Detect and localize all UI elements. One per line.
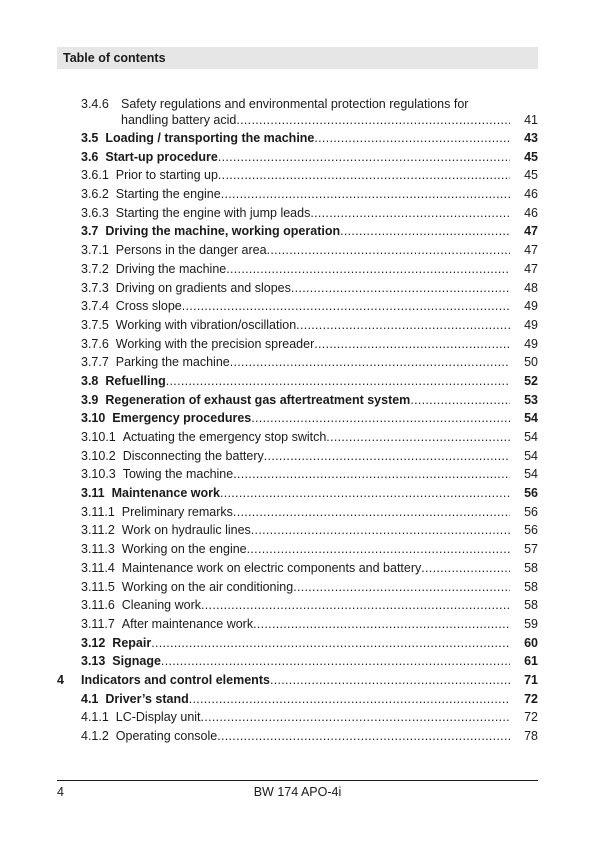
toc-entry[interactable]	[57, 690, 538, 709]
toc-entry[interactable]	[57, 671, 538, 690]
toc-entry-number: 3.10.3	[81, 467, 116, 482]
toc-entry[interactable]	[57, 652, 538, 671]
toc-entry-title	[81, 409, 510, 428]
toc-entry-title	[81, 503, 510, 522]
section-header-bar	[57, 47, 538, 69]
toc-entry-title	[81, 428, 510, 447]
toc-entry-title-text: Actuating the emergency stop switch	[122, 430, 327, 444]
toc-entry-title	[81, 447, 510, 466]
toc-entry-number: 3.10.2	[81, 448, 116, 463]
toc-chapter-title	[81, 671, 510, 690]
toc-page-number: 61	[524, 654, 538, 669]
toc-page-number: 47	[524, 243, 538, 258]
toc-entry-number: 4.1	[81, 691, 99, 706]
toc-entry-number: 3.7.7	[81, 355, 109, 370]
toc-entry-title	[81, 279, 510, 298]
toc-entry-number: 3.7.5	[81, 317, 109, 332]
toc-entry-title-text: After maintenance work	[121, 616, 254, 631]
toc-page-number: 54	[524, 430, 538, 444]
section-header-title: Table of contents	[63, 51, 166, 65]
toc-entry[interactable]	[57, 95, 538, 129]
toc-entry-number: 3.8	[81, 373, 99, 388]
toc-entry-title-text: Prior to starting up	[115, 168, 218, 183]
toc-page-number: 49	[524, 336, 538, 351]
toc-page-number: 46	[524, 205, 538, 220]
toc-entry-title	[81, 316, 510, 335]
toc-entry-title-text: Operating console	[115, 729, 218, 743]
toc-entry-number: 3.12	[81, 635, 106, 650]
toc-page-number: 56	[524, 504, 538, 519]
toc-entry-title	[81, 652, 510, 671]
toc-entry-number: 3.11.2	[81, 523, 115, 538]
toc-entry[interactable]	[57, 185, 538, 204]
toc-page-number: 72	[524, 691, 538, 706]
toc-entry[interactable]	[57, 166, 538, 185]
toc-page-number: 49	[524, 317, 538, 332]
toc-entry-number: 3.9	[81, 392, 99, 407]
toc-entry-number: 4.1.1	[81, 710, 109, 725]
toc-entry[interactable]	[57, 447, 538, 466]
toc-page-number: 48	[524, 280, 538, 295]
toc-entry-title-text: Emergency procedures	[112, 411, 252, 426]
toc-page-number: 54	[524, 467, 538, 482]
toc-entry-title: Safety regulations and environmental protection regulations for	[121, 97, 469, 111]
toc-page-number: 58	[524, 598, 538, 613]
toc-entry-title-text: Working on the air conditioning	[121, 579, 294, 594]
toc-page-number: 53	[524, 392, 538, 407]
toc-entry[interactable]	[57, 578, 538, 597]
toc-entry-number: 3.5	[81, 131, 99, 145]
toc-page-number: 46	[524, 187, 538, 202]
toc-entry-title	[81, 185, 510, 204]
toc-entry-title-text: Signage	[112, 654, 161, 669]
toc-entry-number: 3.7.2	[81, 261, 109, 276]
toc-entry-title	[81, 559, 510, 578]
toc-entry-number: 3.11.4	[81, 560, 115, 575]
toc-entry[interactable]	[57, 521, 538, 540]
toc-entry-number: 3.13	[81, 654, 106, 669]
toc-page-number: 56	[524, 523, 538, 538]
toc-page-number: 58	[524, 579, 538, 594]
toc-entry-title	[81, 708, 510, 727]
toc-entry[interactable]	[57, 708, 538, 727]
toc-entry-title	[81, 634, 510, 653]
toc-entry-title	[81, 690, 510, 709]
toc-entry-number: 3.7.4	[81, 299, 109, 314]
toc-entry-title	[81, 222, 510, 241]
toc-page-number: 47	[524, 261, 538, 276]
toc-entry-number: 3.6.1	[81, 168, 109, 183]
toc-chapter-title-text: Indicators and control elements	[81, 672, 270, 687]
toc-page-number: 71	[524, 672, 538, 687]
toc-entry-title-text: Driving the machine, working operation	[105, 224, 341, 239]
toc-entry-title-text: Towing the machine	[122, 467, 234, 482]
toc-page-number: 45	[524, 149, 538, 164]
toc-entry[interactable]	[57, 484, 538, 503]
toc-entry-title-text: Cleaning work	[121, 598, 201, 613]
toc-entry-number: 3.10	[81, 411, 106, 426]
toc-entry[interactable]	[57, 409, 538, 428]
toc-entry-title-text: Driving the machine	[115, 261, 227, 276]
toc-entry[interactable]	[57, 465, 538, 484]
toc-entry[interactable]	[57, 503, 538, 522]
toc-entry-number: 3.11.5	[81, 579, 115, 594]
toc-entry-title	[81, 241, 510, 260]
toc-page-number: 49	[524, 299, 538, 314]
toc-page-number: 41	[524, 112, 538, 127]
toc-entry[interactable]	[57, 428, 538, 447]
toc-entry-number: 3.7.1	[81, 243, 109, 258]
toc-entry[interactable]	[57, 204, 538, 223]
toc-entry[interactable]	[57, 372, 538, 391]
toc-page-number: 50	[524, 355, 538, 370]
toc-page-number: 59	[524, 616, 538, 631]
toc-entry-title	[81, 615, 510, 634]
toc-entry-number: 3.11.3	[81, 542, 115, 557]
toc-entry-title-text: Refuelling	[105, 373, 166, 388]
toc-entry[interactable]	[57, 727, 538, 746]
toc-entry-title	[81, 166, 510, 185]
toc-entry[interactable]	[57, 222, 538, 241]
toc-page-number: 45	[524, 168, 538, 183]
toc-entry-title	[81, 465, 510, 484]
toc-entry[interactable]	[57, 540, 538, 559]
toc-page-number: 72	[524, 710, 538, 725]
toc-entry[interactable]	[57, 316, 538, 335]
toc-entry[interactable]	[57, 353, 538, 372]
toc-entry-number: 3.11.7	[81, 616, 115, 631]
toc-entry-number: 4.1.2	[81, 729, 109, 743]
toc-page-number: 60	[524, 635, 538, 650]
toc-entry-title-text: Maintenance work	[111, 486, 220, 501]
toc-entry-title-text: Persons in the danger area	[115, 243, 267, 258]
toc-entry[interactable]	[57, 335, 538, 354]
toc-page-number: 52	[524, 373, 538, 388]
toc-entry-title-text: Loading / transporting the machine	[105, 131, 315, 145]
toc-entry-title-text: Driving on gradients and slopes	[115, 280, 291, 295]
toc-entry-number: 3.7.6	[81, 336, 109, 351]
toc-page-number: 78	[524, 729, 538, 743]
toc-entry-title-text: Cross slope	[115, 299, 182, 314]
toc-entry[interactable]	[57, 559, 538, 578]
table-of-contents	[57, 95, 538, 746]
toc-entry-number: 3.11	[81, 486, 105, 501]
toc-page-number: 54	[524, 411, 538, 426]
toc-entry[interactable]	[57, 241, 538, 260]
toc-entry[interactable]	[57, 260, 538, 279]
toc-entry-title	[81, 372, 510, 391]
toc-entry-title-text: LC-Display unit	[115, 710, 201, 725]
toc-entry-number: 3.7	[81, 224, 99, 239]
toc-entry-title-text: Repair	[112, 635, 152, 650]
toc-entry-number: 3.11.6	[81, 598, 115, 613]
toc-entry-title-continued	[121, 111, 510, 130]
toc-entry-number: 3.10.1	[81, 430, 116, 444]
footer-divider	[57, 780, 538, 781]
toc-page-number: 54	[524, 448, 538, 463]
toc-page-number: 56	[524, 486, 538, 501]
toc-entry-title-text: Parking the machine	[115, 355, 230, 370]
toc-entry-title-text: Working with vibration/oscillation	[115, 317, 297, 332]
toc-entry-title	[81, 129, 510, 148]
toc-entry-title-text: Starting the engine	[115, 187, 221, 202]
toc-entry-title	[81, 391, 510, 410]
toc-entry-title-text: Preliminary remarks	[121, 504, 233, 519]
toc-entry-title-text: Work on hydraulic lines	[121, 523, 251, 538]
toc-entry-title-text: Disconnecting the battery	[122, 448, 264, 463]
toc-entry[interactable]	[57, 129, 538, 148]
footer-model-name: BW 174 APO-4i	[253, 785, 342, 799]
toc-entry-title	[81, 578, 510, 597]
toc-entry-number: 3.7.3	[81, 280, 109, 295]
toc-entry-title	[81, 521, 510, 540]
toc-page-number: 58	[524, 560, 538, 575]
toc-entry-title-text: Start-up procedure	[105, 149, 218, 164]
toc-entry[interactable]	[57, 297, 538, 316]
toc-entry-title	[81, 204, 510, 223]
toc-entry-title-text: Starting the engine with jump leads	[115, 205, 311, 220]
toc-entry-title-text: Working on the engine	[121, 542, 247, 557]
toc-entry-title-text: Maintenance work on electric components and battery	[121, 560, 422, 575]
toc-page-number: 57	[524, 542, 538, 557]
toc-entry-title	[81, 596, 510, 615]
toc-entry-title	[81, 727, 510, 746]
toc-entry[interactable]	[57, 148, 538, 167]
toc-entry[interactable]	[57, 634, 538, 653]
toc-page-number: 47	[524, 224, 538, 239]
toc-entry[interactable]	[57, 391, 538, 410]
toc-entry-title	[81, 353, 510, 372]
toc-entry-title	[81, 260, 510, 279]
toc-entry-title	[81, 148, 510, 167]
toc-chapter-number: 4	[57, 672, 64, 687]
toc-entry-title-text: Working with the precision spreader	[115, 336, 315, 351]
toc-page-number: 43	[524, 131, 538, 145]
toc-entry-number: 3.6	[81, 149, 99, 164]
toc-entry-number: 3.6.2	[81, 187, 109, 202]
toc-entry-number: 3.11.1	[81, 504, 115, 519]
toc-entry-number: 3.6.3	[81, 205, 109, 220]
toc-entry-title	[81, 335, 510, 354]
toc-entry-title-text: Driver’s stand	[105, 691, 189, 706]
toc-entry-title	[81, 484, 510, 503]
toc-entry[interactable]	[57, 279, 538, 298]
toc-entry[interactable]	[57, 596, 538, 615]
toc-entry-number: 3.4.6	[81, 97, 109, 111]
toc-entry-title	[81, 540, 510, 559]
toc-entry-title-text: Regeneration of exhaust gas aftertreatment system	[105, 392, 411, 407]
toc-entry-title-continued-text: handling battery acid	[121, 112, 237, 127]
footer-page-number: 4	[57, 785, 64, 799]
toc-entry[interactable]	[57, 615, 538, 634]
toc-entry-title	[81, 297, 510, 316]
